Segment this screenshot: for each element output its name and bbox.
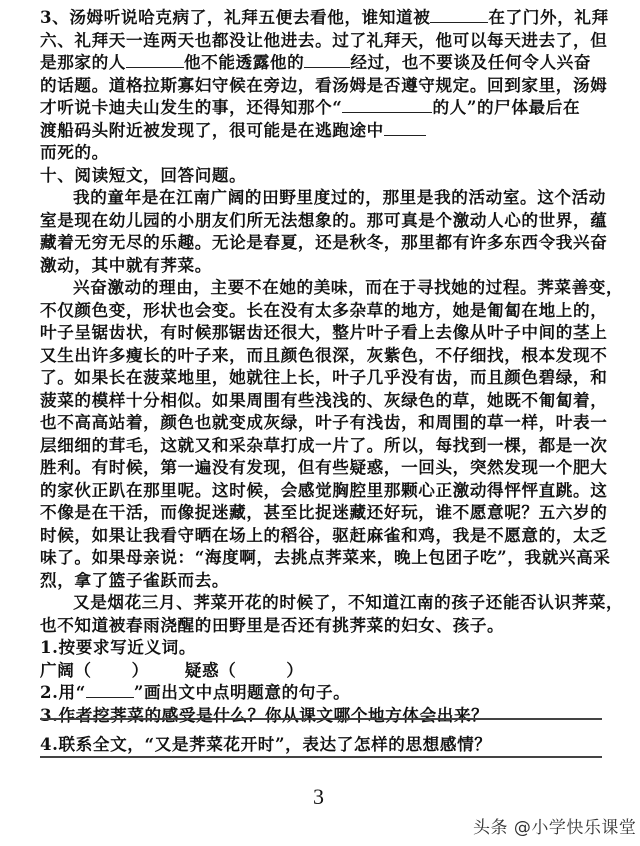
q3-line-5 bbox=[40, 96, 580, 118]
text: 他不能透露他的 bbox=[183, 52, 305, 72]
question-4: 4.联系全文，“又是荠菜花开时”，表达了怎样的思想感情？ bbox=[40, 734, 492, 754]
paragraph-2-line: 叶子呈锯齿状，有时候那锯齿还很大，整片叶子看上去像从叶子中间的茎上 bbox=[40, 322, 608, 342]
text: ） bbox=[286, 659, 304, 680]
page-number: 3 bbox=[313, 784, 324, 809]
question-1: 1.按要求写近义词。 bbox=[40, 637, 197, 657]
question-2 bbox=[40, 681, 350, 703]
text: ”画出文中点明题意的句子。 bbox=[133, 682, 351, 702]
paragraph-2-line: 胜利。有时候，第一遍没有发现，但有些疑惑，一回头，突然发现一个肥大 bbox=[40, 457, 608, 477]
section-heading: 十、阅读短文，回答问题。 bbox=[40, 164, 247, 185]
text: ） bbox=[131, 659, 149, 680]
fill-blank[interactable] bbox=[384, 119, 426, 136]
answer-line-q4[interactable] bbox=[40, 756, 602, 758]
paragraph-3-line: 又是烟花三月、荠菜开花的时候了，不知道江南的孩子还能否认识荠菜， bbox=[73, 592, 624, 612]
paragraph-2-line: 兴奋激动的理由，主要不在她的美味，而在于寻找她的过程。荠菜善变， bbox=[73, 277, 624, 297]
synonym-word-1: 广阔（ bbox=[40, 659, 92, 680]
text: 渡船码头附近被发现了，很可能是在逃跑途中 bbox=[40, 119, 384, 140]
q3-line-4: 的话题。道格拉斯寡妇守候在旁边，看汤姆是否遵守规定。回到家里，汤姆 bbox=[40, 74, 608, 95]
text: 3、汤姆听说哈克病了，礼拜五便去看他，谁知道被 bbox=[40, 7, 431, 27]
text: 经过，也不要谈及任何令人兴奋 bbox=[350, 52, 592, 72]
paragraph-2-line: 的家伙正趴在那里呢。这时候，会感觉胸腔里那颗心正激动得怦怦直跳。这 bbox=[40, 479, 608, 500]
text: 的人”的尸体最后在 bbox=[432, 97, 581, 117]
paragraph-3-line: 也不知道被春雨浇醒的田野里是否还有挑荠菜的妇女、孩子。 bbox=[40, 614, 505, 635]
question-3: 3.作者挖荠菜的感受是什么？你从课文哪个地方体会出来？ bbox=[40, 704, 489, 725]
watermark: 头条 @小学快乐课堂 bbox=[473, 818, 637, 838]
underline-sample bbox=[86, 681, 134, 698]
fill-blank[interactable] bbox=[430, 6, 488, 23]
paragraph-1-line: 室是现在幼儿园的小朋友们所无法想象的。那可真是个激动人心的世界，蕴 bbox=[40, 209, 608, 230]
paragraph-1-line: 激动，其中就有荠菜。 bbox=[40, 254, 212, 275]
paragraph-2-line: 也不高高站着，颜色也就变成灰绿，叶子有浅齿，和周围的草一样，叶表一 bbox=[40, 412, 608, 432]
q3-line-2: 六、礼拜天一连两天也都没让他进去。过了礼拜天，他可以每天进去了，但 bbox=[40, 29, 608, 50]
paragraph-2-line: 不仅颜色变，形状也会变。长在没有太多杂草的地方，她是匍匐在地上的， bbox=[40, 299, 608, 320]
paragraph-2-line: 又生出许多瘦长的叶子来，而且颜色很深，灰紫色，不仔细找，根本发现不 bbox=[40, 344, 608, 365]
paragraph-2-line: 菠菜的模样十分相似。如果周围有些浅浅的、灰绿色的草，她既不匍匐着， bbox=[40, 389, 608, 410]
text: 在了门外，礼拜 bbox=[488, 7, 609, 27]
fill-blank[interactable] bbox=[342, 96, 432, 113]
paragraph-2-line: 层细细的茸毛，这就又和采杂草打成一片了。所以，每找到一棵，都是一次 bbox=[40, 434, 608, 455]
text: 2.用“ bbox=[40, 682, 86, 702]
paragraph-1-line: 我的童年是在江南广阔的田野里度过的，那里是我的活动室。这个活动 bbox=[73, 187, 607, 207]
question-1-synonyms bbox=[40, 659, 304, 681]
paragraph-2-line: 烈，拿了篮子雀跃而去。 bbox=[40, 569, 230, 590]
fill-blank[interactable] bbox=[126, 51, 184, 68]
text: 是那家的人 bbox=[40, 52, 126, 72]
q3-line-6 bbox=[40, 119, 426, 141]
paragraph-2-line: 味了。如果母亲说：“海度啊，去挑点荠菜来，晚上包团子吃”，我就兴高采 bbox=[40, 547, 611, 567]
synonym-word-2: 疑惑（ bbox=[184, 659, 237, 680]
q3-line-1 bbox=[40, 6, 609, 28]
q3-line-7: 而死的。 bbox=[40, 142, 109, 162]
paragraph-2-line: 不像是在干活，而像捉迷藏，甚至比捉迷藏还好玩，谁不愿意呢？五六岁的 bbox=[40, 502, 608, 522]
paragraph-2-line: 了。如果长在菠菜地里，她就往上长，叶子几乎没有齿，而且颜色碧绿，和 bbox=[40, 367, 608, 387]
text: 才听说卡迪夫山发生的事，还得知那个“ bbox=[40, 97, 343, 117]
answer-line-q3[interactable] bbox=[40, 718, 602, 720]
paragraph-2-line: 时候，如果让我看守晒在场上的稻谷，驱赶麻雀和鸡，我是不愿意的，太乏 bbox=[40, 524, 608, 545]
fill-blank[interactable] bbox=[304, 51, 350, 68]
paragraph-1-line: 藏着无穷无尽的乐趣。无论是春夏，还是秋冬，那里都有许多东西令我兴奋 bbox=[40, 232, 608, 252]
q3-line-3 bbox=[40, 51, 591, 73]
